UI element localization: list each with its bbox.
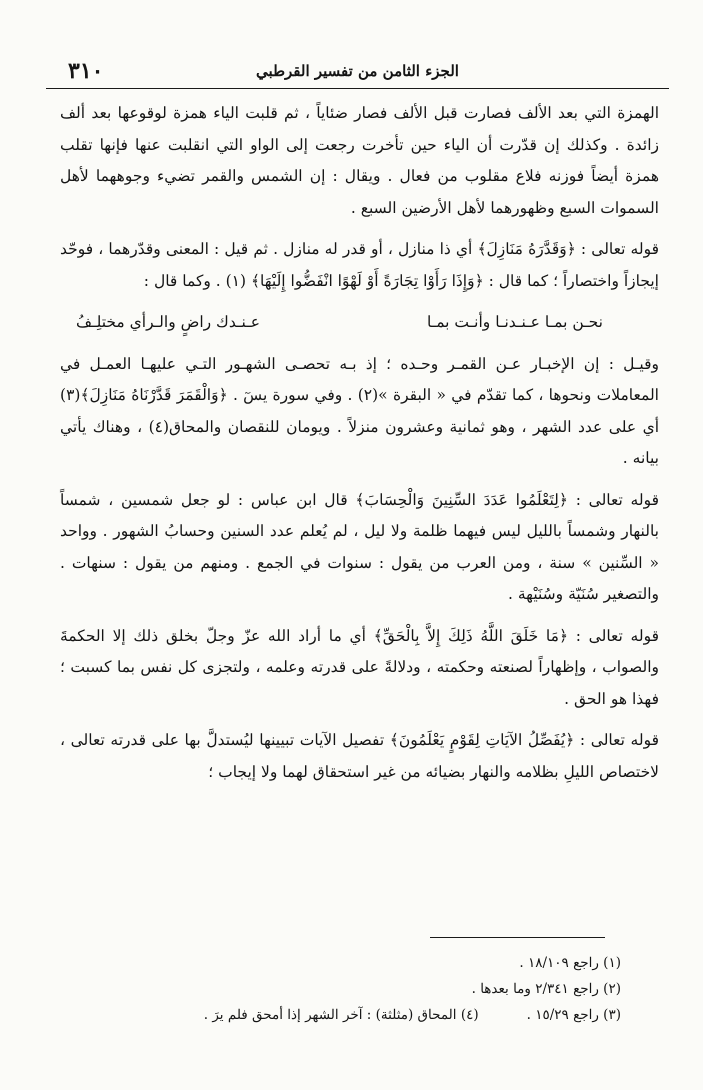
footnote-row [60,1002,621,1028]
page-number: ٣١٠ [68,58,104,84]
page-body [60,98,659,798]
poem-hemistich-1: نحـن بمـا عـنـدنـا وأنـت بمـا [426,313,603,331]
footnote: (٣) راجع ١٥/٢٩ . [526,1007,621,1023]
paragraph: الهمزة التي بعد الألف فصارت قبل الألف فصار ضئاياً ، ثم قلبت الياء همزة لوقوعها بعد ألف زائدة . وكذلك إن قدّرت أن الياء حين تأخرت رجعت إلى الواو التي انقلبت عنها فإنها تقلب همزة أيضاً فوزنه فلاع مقلوب من فعال . ويقال : إن الشمس والقمر تضيء وجوههما لأهل السموات السبع وظهورهما لأهل الأرضين السبع . [60,104,659,217]
paragraph: قوله تعالى : ﴿يُفَصِّلُ الآيَاتِ لِقَوْمٍ يَعْلَمُونَ﴾ تفصيل الآيات تبيينها ليُستدلَّ بها على قدرته تعالى ، لاختصاص الليلِ بظلامه والنهار بضيائه من غير استحقاق لهما ولا إيجاب ؛ [60,731,659,781]
footnote: (١) راجع ١٨/١٠٩ . [519,955,621,971]
running-title: الجزء الثامن من تفسير القرطبي [256,62,459,80]
footnote: (٢) راجع ٢/٣٤١ وما بعدها . [471,981,621,997]
footnote-row [60,976,621,1002]
footnotes [60,950,621,1028]
page-header [46,58,669,89]
poem-verse [76,307,603,339]
paragraph: قوله تعالى : ﴿مَا خَلَقَ اللَّهُ ذَلِكَ إِلاَّ بِالْحَقِّ﴾ أي ما أراد الله عزّ وجلّ بخلق ذلك إلا الحكمةَ والصواب ، وإظهاراً لصنعته وحكمته ، ودلالةً على قدرته وعلمه ، ولتجزى كل نفس بما كسبت ؛ فهذا هو الحق . [60,626,659,708]
footnote-divider [430,937,605,938]
paragraph: قوله تعالى : ﴿لِتَعْلَمُوا عَدَدَ السِّنِينَ وَالْحِسَابَ﴾ قال ابن عباس : لو جعل شمسين ، شمساً بالنهار وشمساً بالليل ليس فيهما ظلمة ولا ليل ، لم يُعلم عدد السنين وحسابُ الشهور . وواحد « السِّنين » سنة ، ومن العرب من يقول : سنوات في الجمع . ومنهم من يقول : سنهات . والتصغير سُنَيّة وسُنَيْهة . [60,490,659,603]
paragraph: وقيـل : إن الإخبـار عـن القمـر وحـده ؛ إذ بـه تحصـى الشهـور التـي عليهـا العمـل في المعاملات ونحوها ، كما تقدّم في « البقرة »(٢) . وفي سورة يسٓ . ﴿وَالْقَمَرَ قَدَّرْنَاهُ مَنَازِلَ﴾(٣) أي على عدد الشهر ، وهو ثمانية وعشرون منزلاً . ويومان للنقصان والمحاق(٤) ، وهناك يأتي بيانه . [60,354,660,467]
paragraph: قوله تعالى : ﴿وَقَدَّرَهُ مَنَازِلَ﴾ أي ذا منازل ، أو قدر له منازل . ثم قيل : المعنى وقدّرهما ، فوحّد إيجازاً واختصاراً ؛ كما قال : ﴿وَإِذَا رَأَوْا تِجَارَةً أَوْ لَهْوًا انْفَضُّوا إِلَيْهَا﴾ (١) . وكما قال : [60,240,659,290]
footnote: (٤) المحاق (مثلثة) : آخر الشهر إذا أمحق فلم يرَ . [203,1007,479,1023]
footnote-row [60,950,621,976]
poem-hemistich-2: عـنـدك راضٍ والـرأي مختلِـفُ [76,313,260,331]
